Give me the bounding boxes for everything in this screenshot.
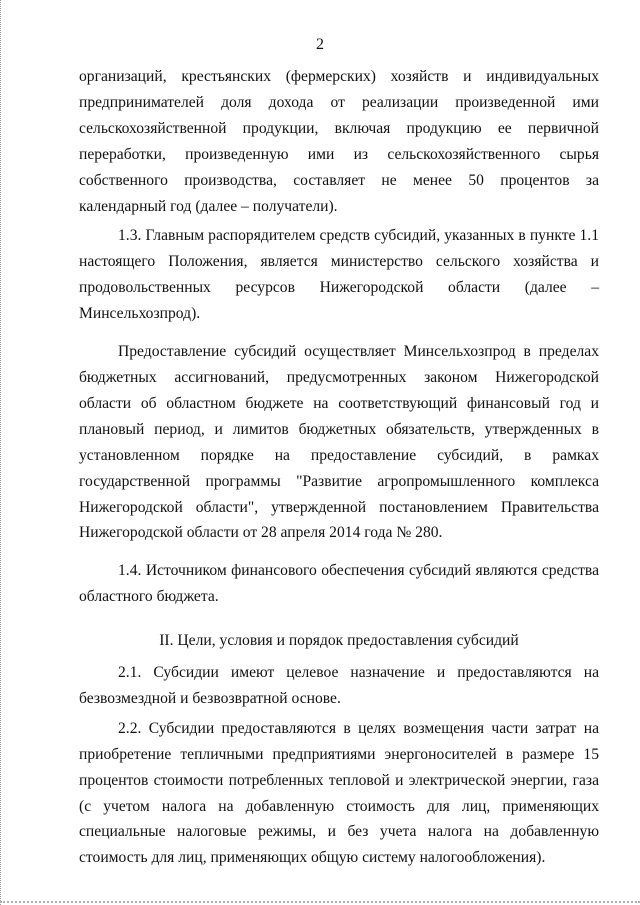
section-heading: II. Цели, условия и порядок предоставления субсидий	[159, 632, 519, 650]
page-bottom-edge	[0, 899, 640, 903]
paragraph-2-2: 2.2. Субсидии предоставляются в целях возмещения части затрат на приобретение тепличными предприятиями энергоносителей в размере 15 процентов стоимости потребленных тепловой и электрической энергии, газа (с учетом налога на добавленную стоимость для лиц, применяющих специальные налоговые режимы, и без учета налога на добавленную стоимость для лиц, применяющих общую систему налогообложения).	[79, 719, 599, 867]
paragraph-continuation: организаций, крестьянских (фермерских) хозяйств и индивидуальных предпринимателей доля дохода от реализации произведенной ими сельскохозяйственной продукции, включая продукцию ее первичной переработки, произведенную ими из сельскохозяйственного сырья собственного производства, составляет не менее 50 процентов за календарный год (далее – получатели).	[79, 68, 599, 215]
document-body	[79, 64, 599, 871]
page-number: 2	[316, 36, 324, 53]
paragraph-2-1: 2.1. Субсидии имеют целевое назначение и предоставляются на безвозмездной и безвозвратной основе.	[79, 664, 599, 707]
page-edge	[0, 0, 2, 905]
paragraph-subsidy-provision: Предоставление субсидий осуществляет Минсельхозпрод в пределах бюджетных ассигнований, предусмотренных законом Нижегородской области об областном бюджете на соответствующий финансовый год и плановый период, и лимитов бюджетных обязательств, утвержденных в установленном порядке на предоставление субсидий, в рамках государственной программы "Развитие агропромышленного комплекса Нижегородской области", утвержденной постановлением Правительства Нижегородской области от 28 апреля 2014 года № 280.	[79, 343, 599, 542]
paragraph-1-3: 1.3. Главным распорядителем средств субсидий, указанных в пункте 1.1 настоящего Положения, является министерство сельского хозяйства и продовольственных ресурсов Нижегородской области (далее – Минсельхозпрод).	[79, 227, 599, 323]
paragraph-1-4: 1.4. Источником финансового обеспечения субсидий являются средства областного бюджета.	[79, 562, 599, 606]
